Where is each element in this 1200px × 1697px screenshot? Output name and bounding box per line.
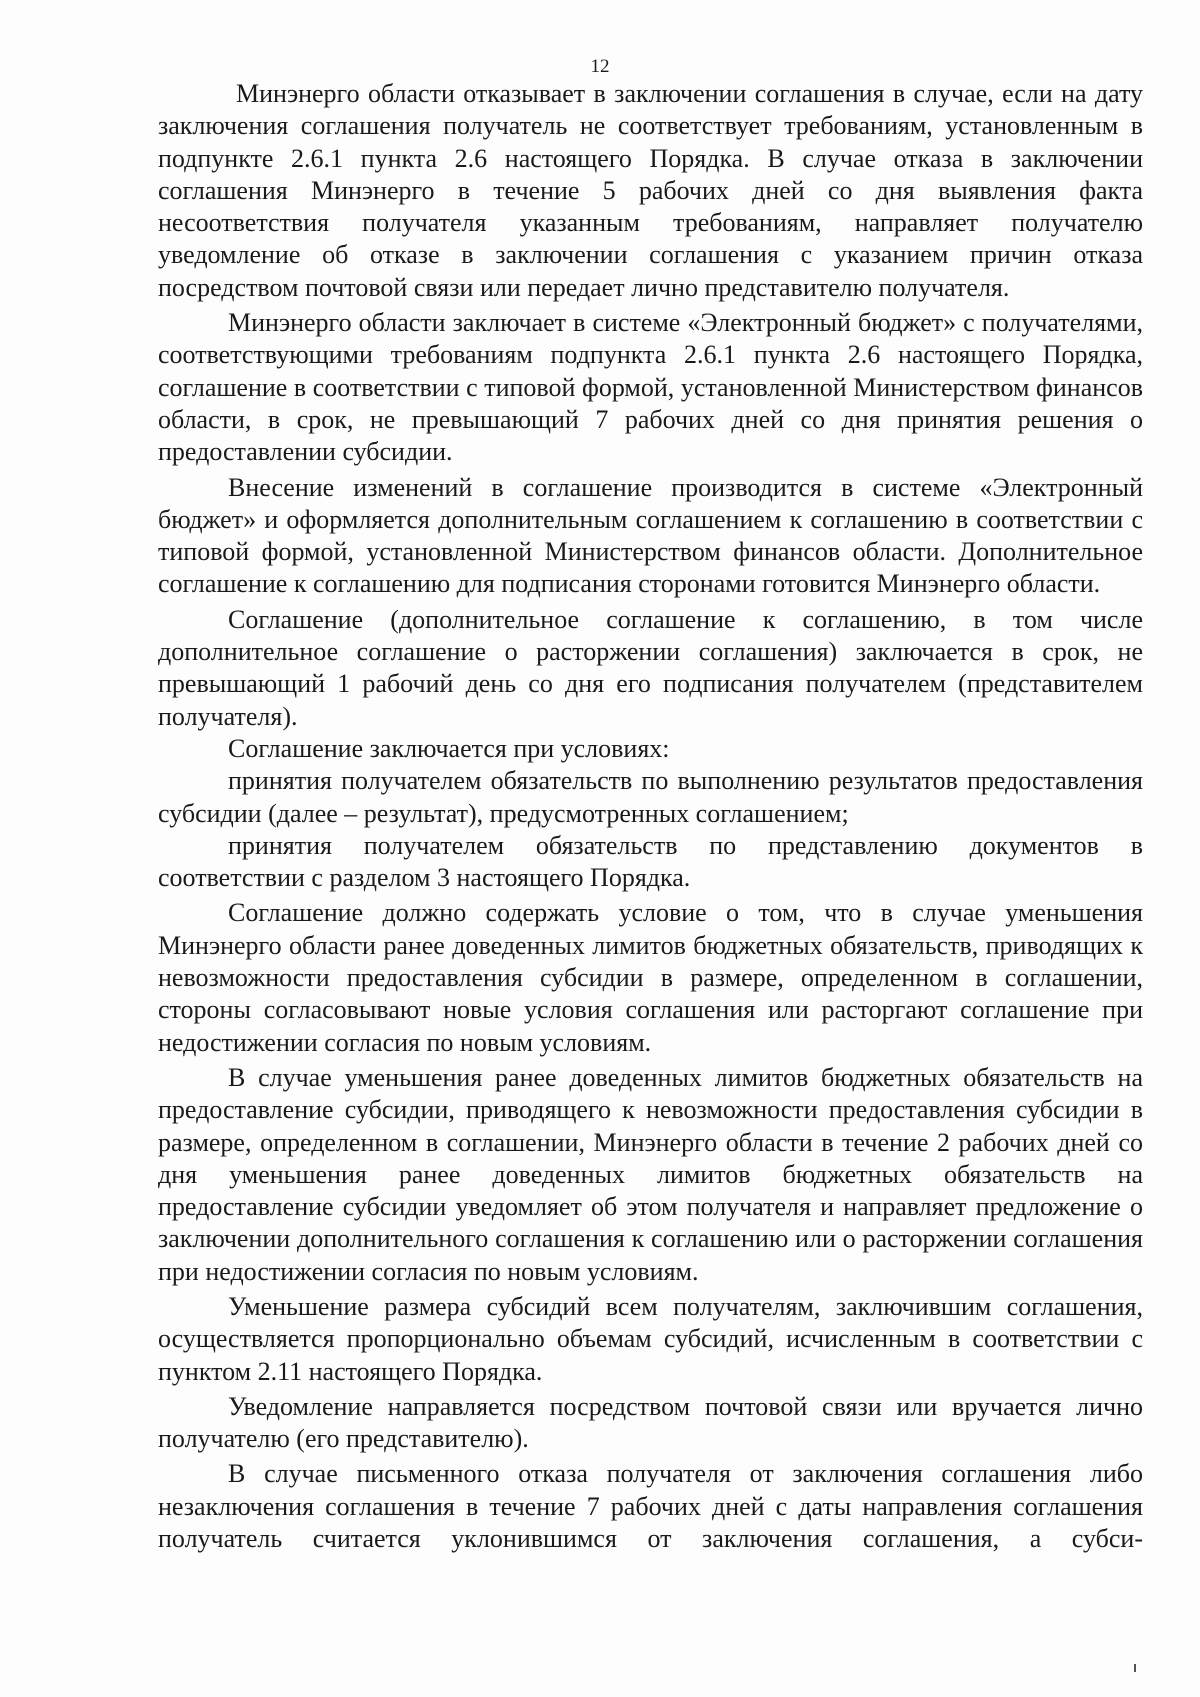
paragraph-limits-condition: Соглашение должно содержать условие о том, что в случае уменьшения Минэнерго области ранее доведенных лимитов бюджетных обязательств, приводящих к невозможности предоставления субсидии в размере, определенном в соглашении, стороны согласовывают новые условия соглашения или расторгают соглашение при недостижении согласия по новым условиям. [158,898,1143,1057]
paragraph-limits-reduction: В случае уменьшения ранее доведенных лимитов бюджетных обязательств на предоставление субсидии, приводящего к невозможности предоставления субсидии в размере, определенном в соглашении, Минэнерго области в течение 2 рабочих дней со дня уменьшения ранее доведенных лимитов бюджетных обязательств на предоставление субсидии уведомляет об этом получателя и направляет предложение о заключении дополнительного соглашения к соглашению или о расторжении соглашения при недостижении согласия по новым условиям. [158,1062,1143,1286]
paragraph-conclusion: Минэнерго области заключает в системе «Электронный бюджет» с получателями, соответствующими требованиям подпункта 2.6.1 пункта 2.6 настоящего Порядка, соглашение в соответствии с типовой формой, установленной Министерством финансов области, в срок, не превышающий 7 рабочих дней со дня принятия решения о предоставлении субсидии. [158,308,1143,467]
paragraph-condition-documents: принятия получателем обязательств по представлению документов в соответствии с разделом 3 настоящего Порядка. [158,830,1143,893]
paragraph-amendments: Внесение изменений в соглашение производится в системе «Электронный бюджет» и оформляется дополнительным соглашением к соглашению в соответствии с типовой формой, установленной Министерством финансов области. Дополнительное соглашение к соглашению для подписания сторонами готовится Минэнерго области. [158,472,1143,599]
paragraph-refusal: Минэнерго области отказывает в заключении соглашения в случае, если на дату заключения соглашения получатель не соответствует требованиям, установленным в подпункте 2.6.1 пункта 2.6 настоящего Порядка. В случае отказа в заключении соглашения Минэнерго в течение 5 рабочих дней со дня выявления факта несоответствия получателя указанным требованиям, направляет получателю уведомление об отказе в заключении соглашения с указанием причин отказа посредством почтовой связи или передает лично представителю получателя. [158,79,1143,302]
paragraph-notification: Уведомление направляется посредством почтовой связи или вручается лично получателю (его представителю). [158,1391,1143,1454]
page-number: 12 [590,56,610,77]
paragraph-proportional-reduction: Уменьшение размера субсидий всем получателям, заключившим соглашения, осуществляется пропорционально объемам субсидий, исчисленным в соответствии с пунктом 2.11 настоящего Порядка. [158,1291,1143,1386]
scan-mark [1134,1664,1136,1672]
paragraph-condition-results: принятия получателем обязательств по выполнению результатов предоставления субсидии (далее – результат), предусмотренных соглашением; [158,766,1143,828]
paragraph-written-refusal: В случае письменного отказа получателя от заключения соглашения либо незаключения соглашения в течение 7 рабочих дней с даты направления соглашения получатель считается уклонившимся от заключения соглашения, а субси- [158,1459,1143,1554]
document-body [158,78,1143,1555]
paragraph-term: Соглашение (дополнительное соглашение к соглашению, в том числе дополнительное соглашение о расторжении соглашения) заключается в срок, не превышающий 1 рабочий день со дня его подписания получателем (представителем получателя). [158,604,1143,731]
paragraph-conditions-heading: Соглашение заключается при условиях: [228,733,670,763]
